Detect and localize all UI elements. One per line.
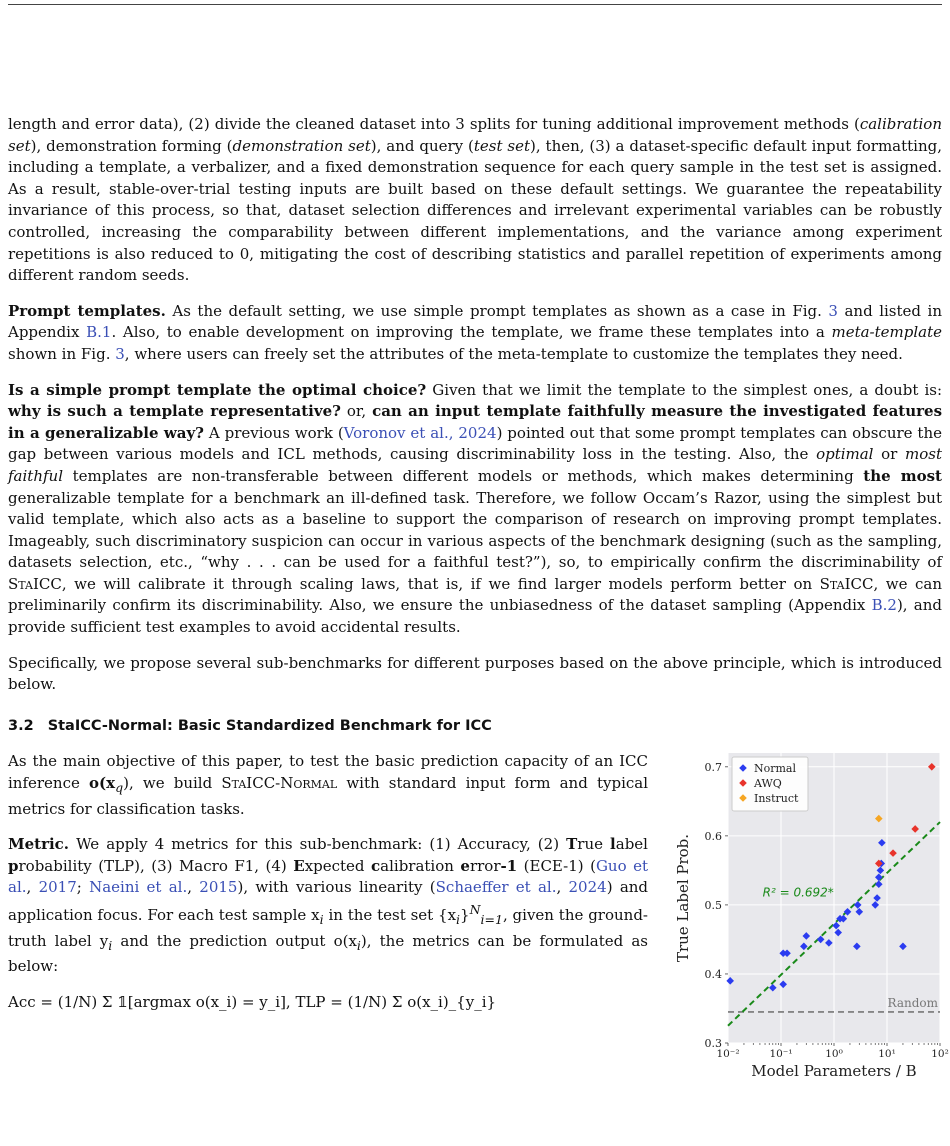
- paragraph-optimal-choice: Is a simple prompt template the optimal choice? Given that we limit the template to the simplest ones, a doubt is: why is such a template representative? or, can an input template faithfully measure the investigated features in a generalizable way? A previous work (Voronov et al., 2024) pointed out that some prompt templates can obscure the gap between various models and ICL methods, causing discriminability loss in the testing. Also, the optimal or most faithful templates are non-transferable between different models or methods, which makes determining the most generalizable template for a benchmark an ill-defined task. Therefore, we follow Occam’s Razor, using the simplest but valid template, which also acts as a baseline to support the comparison of research on improving prompt templates. Imageably, such discriminatory suspicion can occur in various aspects of the benchmark designing (such as the sampling, datasets selection, etc., “why . . . can be used for a faithful test?”), so, to empirically confirm the discriminability of StaICC, we will calibrate it through scaling laws, that is, if we find larger models perform better on StaICC, we can preliminarily confirm its discriminability. Also, we ensure the unbiasedness of the dataset sampling (Appendix B.2), and provide sufficient test examples to avoid accidental results.: [8, 380, 943, 637]
- left-column: [8, 751, 648, 1031]
- appendix-link[interactable]: B.2: [871, 596, 897, 615]
- y-tick-label: 0.6: [704, 830, 722, 844]
- x-tick-label: 10²: [931, 1048, 949, 1061]
- x-tick-label: 10⁻²: [716, 1048, 740, 1061]
- section-heading: 3.2 StaICC-Normal: Basic Standardized Benchmark for ICC: [8, 717, 492, 734]
- appendix-link[interactable]: B.1: [86, 323, 112, 342]
- scatter-chart: [658, 747, 949, 1081]
- x-tick-label: 10⁰: [825, 1048, 843, 1061]
- citation-year-link[interactable]: 2024: [568, 878, 607, 897]
- paragraph-metric: Metric. We apply 4 metrics for this sub-benchmark: (1) Accuracy, (2) True label probability (TLP), (3) Macro F1, (4) Expected calibration error-1 (ECE-1) (Guo et al., 2017; Naeini et al., 2015), with various linearity (Schaeffer et al., 2024) and application focus. For each test sample $x_i$ in the test set $\{x_i\}^N_{i=1}$, given the ground-truth label $y_i$ and the prediction output $o(x_i)$, the metrics can be formulated as below:: [8, 835, 649, 976]
- paragraph-dataset-processing: length and error data), (2) divide the cleaned dataset into 3 splits for tuning additional improvement methods (calibration set), demonstration forming (demonstration set), and query (test set), then, (3) a dataset-specific default input formatting, including a template, a verbalizer, and a fixed demonstration sequence for each query sample in the test set is assigned. As a result, stable-over-trial testing inputs are built based on these default settings. We guarantee the repeatability invariance of this process, so that, dataset selection differences and irrelevant experimental variables can be robustly controlled, increasing the comparability between different implementations, and the variance among experiment repetitions is also reduced to 0, mitigating the cost of describing statistics and parallel repetition of experiments among different random seeds.: [8, 115, 943, 285]
- x-axis-label: Model Parameters / B: [751, 1062, 917, 1081]
- y-axis-label: True Label Prob.: [674, 834, 692, 963]
- paragraph-main-objective: As the main objective of this paper, to test the basic prediction capacity of an ICC inference $o(x_q)$, we build StaICC-Normal with standard input form and typical metrics for classification tasks.: [8, 752, 649, 818]
- y-tick-label: 0.4: [704, 968, 722, 982]
- document-body: [8, 114, 949, 1081]
- citation-link[interactable]: Guo et al.: [8, 856, 649, 897]
- citation-year-link[interactable]: 2015: [199, 878, 238, 897]
- legend-label: Instruct: [754, 792, 799, 806]
- paragraph-prompt-templates: Prompt templates. As the default setting, we use simple prompt templates as shown as a case in Fig. 3 and listed in Appendix B.1. Also, to enable development on improving the template, we frame these templates into a meta-template shown in Fig. 3, where users can freely set the attributes of the meta-template to customize the templates they need.: [8, 301, 942, 363]
- r2-annotation: R² = 0.692*: [762, 886, 834, 901]
- citation-link[interactable]: Naeini et al.: [89, 878, 188, 897]
- x-tick-label: 10⁻¹: [769, 1048, 793, 1061]
- formula: Acc = (1/N) Σ 𝟙[argmax o(x_i) = y_i], TLP = (1/N) Σ o(x_i)_{y_i}: [8, 992, 497, 1011]
- paragraph-sub-benchmarks: Specifically, we propose several sub-benchmarks for different purposes based on the above principle, which is introduced below.: [8, 653, 942, 694]
- citation-link[interactable]: Voronov et al., 2024: [343, 423, 497, 442]
- y-tick-label: 0.5: [704, 899, 722, 913]
- random-label: Random: [887, 996, 938, 1011]
- figure-link[interactable]: 3: [115, 344, 125, 363]
- scaling-figure: [658, 747, 949, 1081]
- citation-link[interactable]: Schaeffer et al.: [435, 878, 557, 897]
- y-tick-label: 0.7: [704, 761, 722, 775]
- citation-year-link[interactable]: 2017: [38, 878, 77, 897]
- legend-label: Normal: [754, 762, 797, 776]
- legend-label: AWQ: [754, 777, 782, 791]
- x-tick-label: 10¹: [878, 1048, 896, 1061]
- figure-link[interactable]: 3: [828, 301, 838, 320]
- y-tick-label: 0.3: [704, 1037, 722, 1051]
- header-rule: [8, 4, 942, 5]
- two-column-region: [8, 751, 949, 1081]
